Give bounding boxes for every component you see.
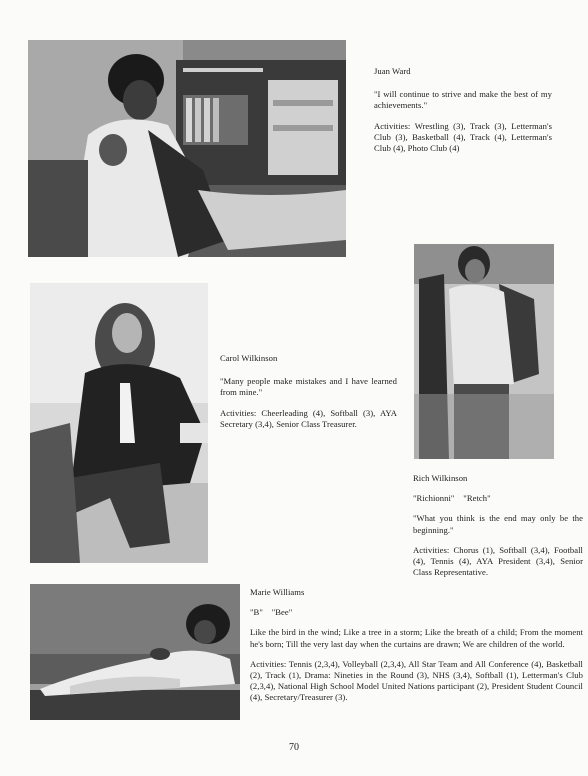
entry-name: Carol Wilkinson <box>220 353 278 363</box>
juan-ward-photo <box>28 40 346 257</box>
entry-nicknames: "B" "Bee" <box>250 607 293 618</box>
entry-quote: "Many people make mistakes and I have learned from mine." <box>220 376 397 398</box>
marie-williams-bio <box>250 587 583 713</box>
carol-wilkinson-bio <box>220 353 397 439</box>
entry-name: Marie Williams <box>250 587 305 597</box>
entry-activities: Activities: Wrestling (3), Track (3), Letterman's Club (3), Basketball (4), Track (4), Letterman's Club (4), Photo Club (4) <box>374 120 552 154</box>
entry-name: Juan Ward <box>374 66 411 76</box>
juan-ward-bio <box>374 66 552 163</box>
entry-activities: Activities: Tennis (2,3,4), Volleyball (2,3,4), All Star Team and All Conference (4), Basketball (2), Track (1), Drama: Nineties in the Round (3), NHS (3,4), Softball (1), Letterman's Club (2,3,4), National High School Model United Nations participant (2), President Student Council (4), Secretary/Treasurer (3). <box>250 658 583 703</box>
entry-quote: Like the bird in the wind; Like a tree in a storm; Like the breath of a child; From the moment he's born; Till the very last day when the curtains are drawn; We are children of the world. <box>250 627 583 649</box>
page-number: 70 <box>289 742 299 753</box>
carol-wilkinson-photo <box>30 283 208 563</box>
entry-name: Rich Wilkinson <box>413 473 468 483</box>
entry-quote: "I will continue to strive and make the best of my achievements." <box>374 89 552 111</box>
rich-wilkinson-photo <box>414 244 554 459</box>
entry-activities: Activities: Cheerleading (4), Softball (3), AYA Secretary (3,4), Senior Class Treasurer. <box>220 407 397 429</box>
entry-activities: Activities: Chorus (1), Softball (3,4), Football (4), Tennis (4), AYA President (3,4), Senior Class Representative. <box>413 544 583 578</box>
rich-wilkinson-bio <box>413 473 583 587</box>
entry-nicknames: "Richionni" "Retch" <box>413 493 491 504</box>
entry-quote: "What you think is the end may only be the beginning." <box>413 513 583 535</box>
marie-williams-photo <box>30 584 240 720</box>
